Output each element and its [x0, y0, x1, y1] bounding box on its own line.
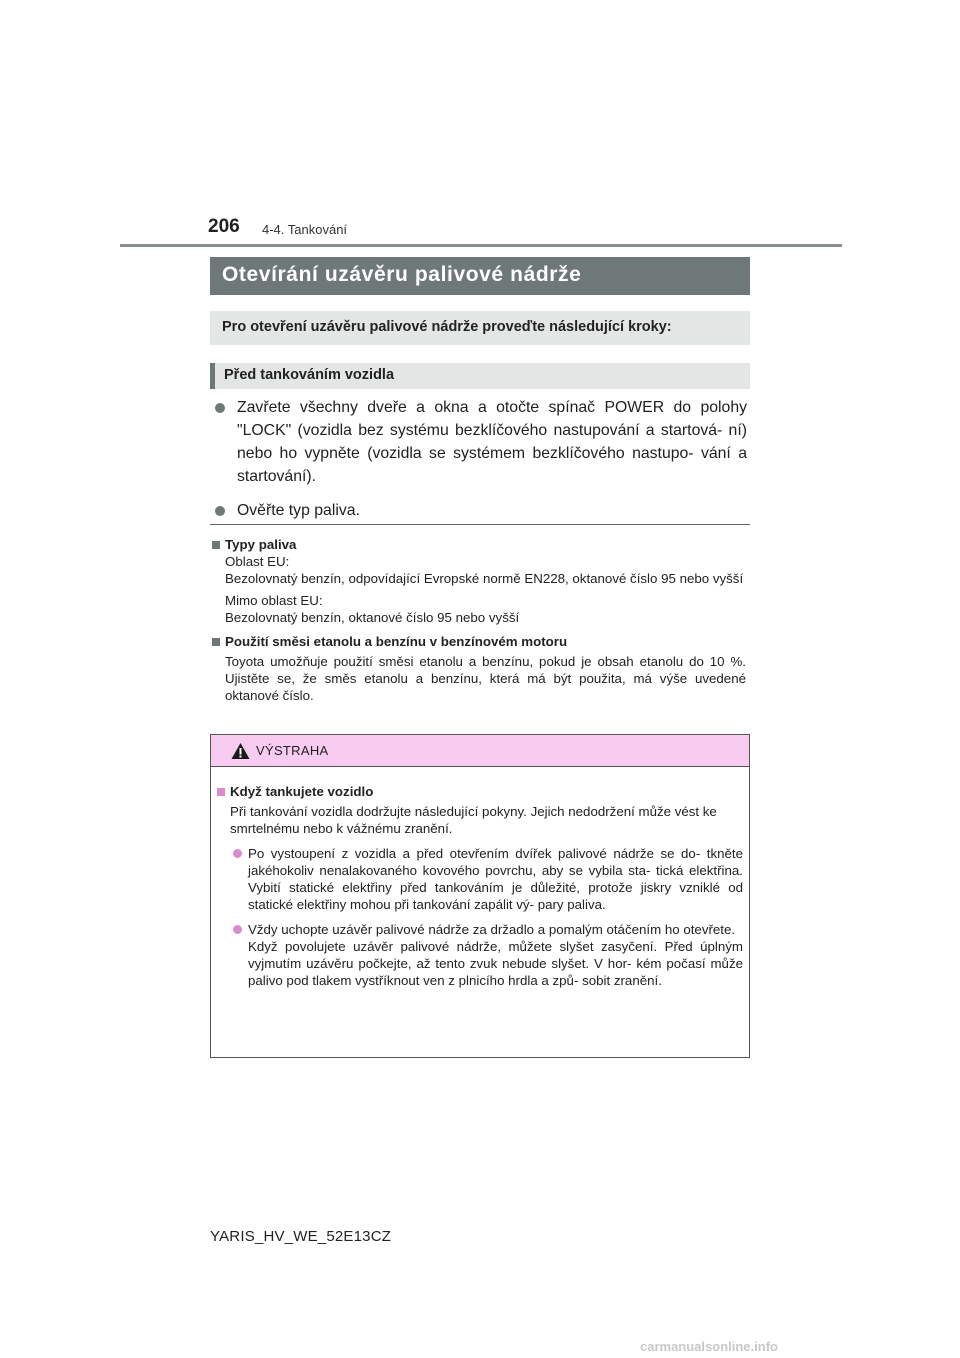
eu-label: Oblast EU:	[225, 554, 290, 569]
bullet-icon	[215, 403, 225, 413]
step-text: Ověřte typ paliva.	[237, 502, 360, 519]
warning-title: VÝSTRAHA	[256, 743, 329, 758]
square-bullet-icon	[212, 638, 220, 646]
warning-item-text: Po vystoupení z vozidla a před otevřením dvířek palivové nádrže se do- tkněte jakéhokoliv nenalakovaného kovového povrchu, aby se vybila sta- tická elektřina. Vybití statické elektřiny před tankováním je důležité, protože jiskry vzniklé od statické elektřiny mohou při tankování zapálit vý- pary paliva.	[248, 846, 743, 912]
list-item	[215, 845, 743, 913]
document-code: YARIS_HV_WE_52E13CZ	[210, 1228, 392, 1245]
header-divider	[120, 244, 842, 247]
section-divider	[210, 524, 750, 525]
list-item	[215, 396, 747, 488]
note-heading-text: Použití směsi etanolu a benzínu v benzínovém motoru	[225, 634, 568, 649]
warning-body	[211, 767, 749, 989]
note-heading-fuel-types	[210, 536, 746, 553]
non-eu-text: Bezolovnatý benzín, oktanové číslo 95 nebo vyšší	[225, 610, 520, 625]
square-bullet-icon	[212, 541, 220, 549]
page-number: 206	[208, 216, 240, 237]
step-list	[215, 396, 747, 533]
warning-heading	[215, 783, 743, 800]
notes-section	[210, 532, 746, 704]
warning-box	[210, 734, 750, 1058]
note-heading-ethanol	[210, 633, 746, 650]
note-body-ethanol: Toyota umožňuje použití směsi etanolu a benzínu, pokud je obsah etanolu do 10 %. Ujistěte se, že směs etanolu a benzínu, která má být použita, má výše uvedené oktanové číslo.	[225, 654, 746, 703]
warning-item-part: Když povolujete uzávěr palivové nádrže, můžete slyšet zasyčení. Před úplným vyjmutím uzávěru počkejte, až tento zvuk nebude slyšet. V hor- kém počasí může palivo pod tlakem vystříknout ven z plnicího hrdla a způ- sobit zranění.	[248, 939, 743, 988]
note-heading-text: Typy paliva	[225, 537, 297, 552]
non-eu-label: Mimo oblast EU:	[225, 593, 323, 608]
warning-triangle-icon	[231, 742, 250, 760]
bullet-icon	[233, 925, 242, 934]
page-title: Otevírání uzávěru palivové nádrže	[210, 257, 750, 295]
bullet-icon	[233, 849, 242, 858]
list-item	[215, 921, 743, 989]
warning-item-text	[248, 921, 743, 989]
warning-item-part: Vždy uchopte uzávěr palivové nádrže za držadlo a pomalým otáčením ho otevřete.	[248, 922, 736, 937]
bullet-icon	[215, 506, 225, 516]
section-label: 4-4. Tankování	[262, 222, 348, 237]
warning-intro: Při tankování vozidla dodržujte následující pokyny. Jejich nedodržení může vést ke smrtelnému nebo k vážnému zranění.	[230, 804, 717, 836]
intro-instruction: Pro otevření uzávěru palivové nádrže proveďte následující kroky:	[210, 311, 750, 345]
eu-text: Bezolovnatý benzín, odpovídající Evropské normě EN228, oktanové číslo 95 nebo vyšší	[225, 571, 744, 586]
warning-heading-text: Když tankujete vozidlo	[230, 784, 374, 799]
list-item	[215, 499, 747, 522]
square-bullet-icon	[217, 788, 225, 796]
warning-header	[211, 735, 749, 767]
subheading: Před tankováním vozidla	[210, 363, 750, 389]
note-body-fuel-types	[210, 553, 746, 626]
step-text: Zavřete všechny dveře a okna a otočte spínač POWER do polohy "LOCK" (vozidla bez systému bezklíčového nastupování a startová- ní) nebo ho vypněte (vozidla se systémem bezklíčového nastupo- vání a startování).	[237, 399, 747, 485]
watermark: carmanualsonline.info	[640, 1339, 778, 1354]
